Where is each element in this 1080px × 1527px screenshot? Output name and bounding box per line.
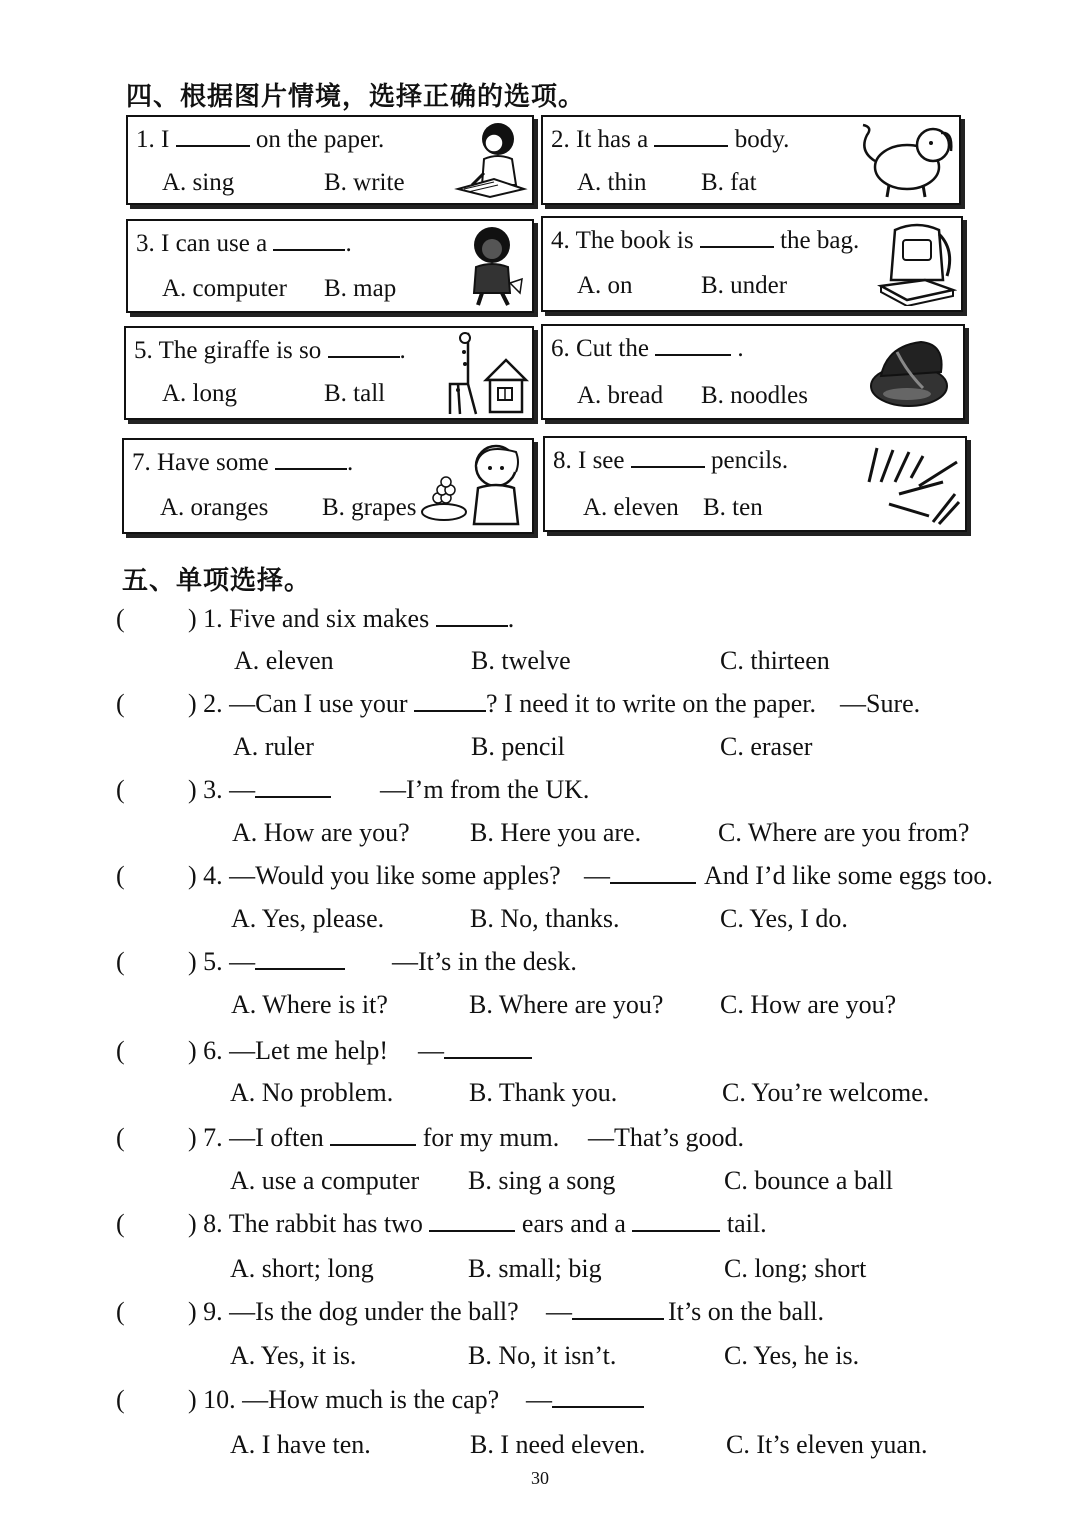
option-c: C. How are you? xyxy=(720,990,897,1019)
question-number: 7. xyxy=(132,449,151,476)
question-post: . xyxy=(737,335,744,362)
option-a: A. No problem. xyxy=(230,1078,394,1107)
reply-text: —That’s good. xyxy=(588,1123,744,1152)
question-text xyxy=(551,334,744,363)
boy-icon xyxy=(462,223,528,307)
option-b: B. noodles xyxy=(701,382,808,409)
question-text xyxy=(188,1297,519,1327)
question-post: . xyxy=(399,337,406,364)
question-post: on the paper. xyxy=(255,126,385,153)
answer-paren: ( xyxy=(116,1123,125,1152)
answer-blank xyxy=(255,776,331,798)
question-text xyxy=(188,604,514,634)
answer-blank xyxy=(700,226,774,248)
stem-after: for my mum. xyxy=(422,1123,560,1152)
fat-dog-icon xyxy=(853,121,957,199)
stem: ) 3. — xyxy=(188,775,256,804)
option-b: B. No, it isn’t. xyxy=(468,1341,617,1370)
question-text xyxy=(188,775,331,805)
answer-paren: ( xyxy=(116,689,125,718)
option-b: B. tall xyxy=(324,380,386,407)
option-c: C. Yes, I do. xyxy=(720,904,848,933)
option-a: A. bread xyxy=(577,382,664,409)
reply-text: And I’d like some eggs too. xyxy=(704,861,993,890)
answer-paren: ( xyxy=(116,1385,125,1414)
option-b: B. I need eleven. xyxy=(470,1430,646,1459)
option-c: C. bounce a ball xyxy=(724,1166,893,1195)
option-a: A. on xyxy=(577,272,633,299)
reply-text: It’s on the ball. xyxy=(668,1297,824,1326)
answer-blank xyxy=(414,690,486,712)
question-pre: I see xyxy=(578,447,625,474)
option-b: B. ten xyxy=(703,494,763,521)
option-b: B. map xyxy=(324,275,397,302)
question-number: 3. xyxy=(136,230,155,257)
option-c: C. eraser xyxy=(720,732,813,761)
question-pre: The book is xyxy=(575,227,694,254)
question-text xyxy=(136,125,384,154)
question-pre: Cut the xyxy=(576,335,649,362)
answer-blank xyxy=(429,1210,515,1232)
question-post: . xyxy=(345,230,352,257)
stem: ) 5. — xyxy=(188,947,256,976)
reply-dash: — xyxy=(546,1297,664,1327)
answer-blank xyxy=(572,1298,664,1320)
answer-paren: ( xyxy=(116,1036,125,1065)
section-4-title: 四、根据图片情境，选择正确的选项。 xyxy=(126,82,586,112)
option-c: C. Where are you from? xyxy=(718,818,970,847)
question-text xyxy=(188,689,816,719)
option-b: B. Where are you? xyxy=(469,990,664,1019)
answer-blank xyxy=(552,1386,644,1408)
option-b: B. small; big xyxy=(468,1254,602,1283)
option-b: B. pencil xyxy=(471,732,565,761)
answer-paren: ( xyxy=(116,1297,125,1326)
answer-paren: ( xyxy=(116,947,125,976)
reply-text: —It’s in the desk. xyxy=(392,947,577,976)
stem: ) 6. —Let me help! xyxy=(188,1036,388,1065)
giraffe-house-icon xyxy=(436,330,530,416)
answer-blank xyxy=(255,948,345,970)
answer-paren: ( xyxy=(116,604,125,633)
reply-dash: — xyxy=(584,861,696,891)
option-a: A. long xyxy=(162,380,237,407)
option-b: B. fat xyxy=(701,169,757,196)
option-a: A. Yes, please. xyxy=(231,904,385,933)
stem-end: tail. xyxy=(726,1209,767,1238)
bread-knife-icon xyxy=(867,332,951,412)
stem: ) 7. —I often xyxy=(188,1123,324,1152)
picture-question-3 xyxy=(126,219,534,313)
section-5-title: 五、单项选择。 xyxy=(122,566,312,596)
option-a: A. eleven xyxy=(583,494,679,521)
option-a: A. I have ten. xyxy=(230,1430,371,1459)
answer-blank xyxy=(273,229,345,251)
reply-dash: — xyxy=(526,1385,644,1415)
option-a: A. use a computer xyxy=(230,1166,420,1195)
question-text xyxy=(551,125,789,154)
answer-blank xyxy=(436,605,508,627)
stem-after: . xyxy=(507,604,515,633)
answer-blank xyxy=(444,1037,532,1059)
option-b: B. No, thanks. xyxy=(470,904,620,933)
girl-writing-icon xyxy=(454,119,530,199)
stem: ) 4. —Would you like some apples? xyxy=(188,861,561,890)
girl-grapes-icon xyxy=(420,442,528,528)
question-number: 2. xyxy=(551,126,570,153)
question-number: 5. xyxy=(134,337,153,364)
option-b: B. Thank you. xyxy=(469,1078,618,1107)
option-a: A. oranges xyxy=(160,494,269,521)
picture-question-6 xyxy=(541,324,965,420)
answer-blank xyxy=(654,125,728,147)
question-pre: I xyxy=(161,126,170,153)
question-number: 4. xyxy=(551,227,570,254)
answer-blank xyxy=(330,1124,416,1146)
reply-dash: — xyxy=(418,1036,532,1066)
question-text xyxy=(188,947,345,977)
page-number: 30 xyxy=(531,1468,549,1488)
stem: ) 2. —Can I use your xyxy=(188,689,408,718)
question-text xyxy=(136,229,352,258)
bag-and-book-icon xyxy=(877,220,957,306)
option-c: C. Yes, he is. xyxy=(724,1341,860,1370)
option-c: C. long; short xyxy=(724,1254,867,1283)
question-text xyxy=(134,336,406,365)
option-b: B. grapes xyxy=(322,494,417,521)
option-c: C. It’s eleven yuan. xyxy=(726,1430,928,1459)
question-text xyxy=(188,1123,559,1153)
option-a: A. Yes, it is. xyxy=(230,1341,357,1370)
answer-blank xyxy=(631,446,705,468)
stem: ) 8. The rabbit has two xyxy=(188,1209,423,1238)
option-b: B. write xyxy=(324,169,405,196)
picture-question-2 xyxy=(541,115,961,205)
answer-paren: ( xyxy=(116,1209,125,1238)
question-number: 6. xyxy=(551,335,570,362)
question-post: . xyxy=(347,449,354,476)
question-number: 1. xyxy=(136,126,155,153)
question-text xyxy=(188,1209,767,1239)
answer-blank xyxy=(610,862,696,884)
question-pre: I can use a xyxy=(161,230,268,257)
question-text xyxy=(188,861,561,891)
stem: ) 1. Five and six makes xyxy=(188,604,430,633)
answer-paren: ( xyxy=(116,861,125,890)
picture-question-7 xyxy=(122,438,534,534)
stem-after: ? I need it to write on the paper. xyxy=(486,689,816,718)
option-c: C. thirteen xyxy=(720,646,830,675)
option-b: B. sing a song xyxy=(468,1166,616,1195)
answer-paren: ( xyxy=(116,775,125,804)
option-a: A. ruler xyxy=(233,732,314,761)
option-a: A. sing xyxy=(162,169,235,196)
reply-text: —I’m from the UK. xyxy=(380,775,590,804)
stem-after: ears and a xyxy=(521,1209,626,1238)
option-b: B. under xyxy=(701,272,788,299)
option-a: A. Where is it? xyxy=(231,990,388,1019)
picture-question-1 xyxy=(126,115,534,205)
option-a: A. short; long xyxy=(230,1254,374,1283)
option-a: A. eleven xyxy=(234,646,334,675)
option-a: A. computer xyxy=(162,275,287,302)
option-a: A. thin xyxy=(577,169,647,196)
picture-question-4 xyxy=(541,216,963,312)
pencils-icon xyxy=(859,442,961,526)
question-pre: It has a xyxy=(576,126,649,153)
option-b: B. twelve xyxy=(471,646,571,675)
picture-question-8 xyxy=(543,436,967,532)
question-text xyxy=(553,446,788,475)
option-b: B. Here you are. xyxy=(470,818,642,847)
question-number: 8. xyxy=(553,447,572,474)
question-post: the bag. xyxy=(780,227,860,254)
option-a: A. How are you? xyxy=(232,818,410,847)
stem: ) 9. —Is the dog under the ball? xyxy=(188,1297,519,1326)
question-text xyxy=(132,448,353,477)
question-pre: Have some xyxy=(157,449,269,476)
answer-blank xyxy=(632,1210,720,1232)
stem: ) 10. —How much is the cap? xyxy=(188,1385,500,1414)
question-text xyxy=(188,1385,499,1415)
picture-question-5 xyxy=(124,326,534,420)
question-pre: The giraffe is so xyxy=(158,337,322,364)
question-post: body. xyxy=(734,126,790,153)
answer-blank xyxy=(328,336,400,358)
answer-blank xyxy=(275,448,347,470)
question-post: pencils. xyxy=(711,447,789,474)
reply-text: —Sure. xyxy=(840,689,921,718)
question-text xyxy=(551,226,859,255)
question-text xyxy=(188,1036,388,1066)
answer-blank xyxy=(176,125,250,147)
answer-blank xyxy=(655,334,731,356)
option-c: C. You’re welcome. xyxy=(722,1078,930,1107)
